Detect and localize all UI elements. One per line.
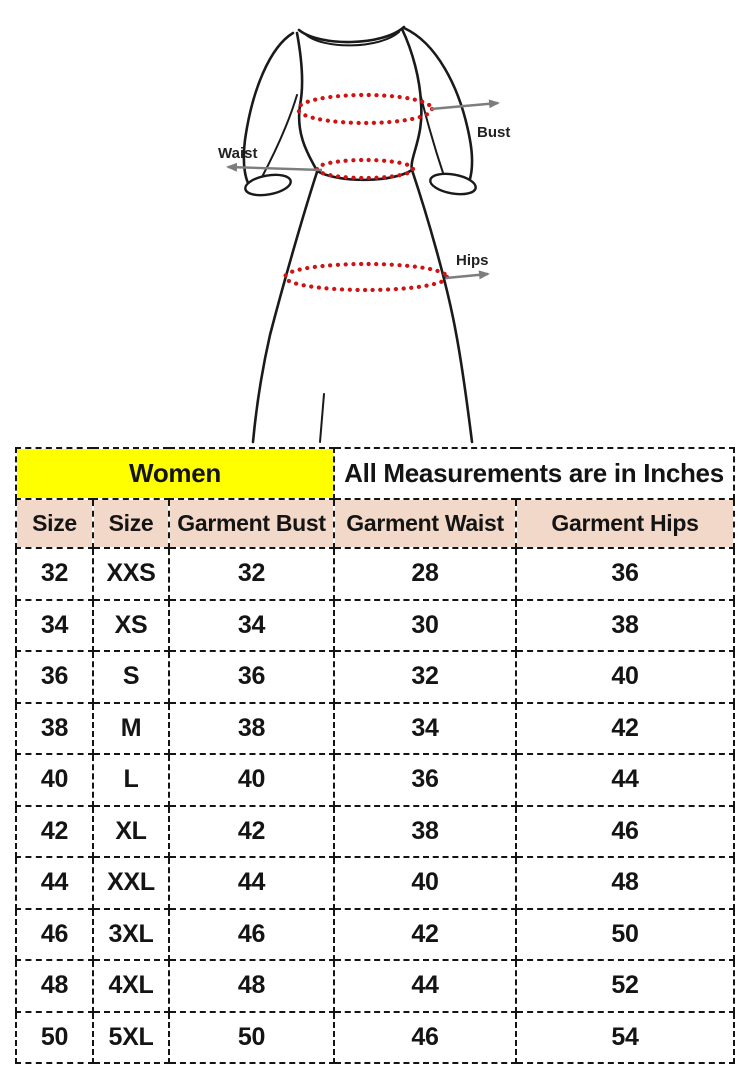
size-cell: 44: [334, 960, 516, 1012]
size-cell: 40: [334, 857, 516, 909]
dress-diagram-svg: [0, 0, 746, 447]
hips-label: Hips: [456, 252, 489, 269]
size-cell: XL: [93, 806, 169, 858]
size-cell: XXS: [93, 548, 169, 600]
dress-measurement-diagram: [0, 0, 746, 447]
table-row: [16, 651, 734, 703]
waist-measure-ellipse: [317, 160, 413, 178]
column-header-row: [16, 499, 734, 548]
size-cell: 40: [516, 651, 734, 703]
size-cell: 28: [334, 548, 516, 600]
size-cell: 5XL: [93, 1012, 169, 1064]
size-cell: 34: [169, 600, 334, 652]
bodice-right-outline: [402, 29, 421, 170]
hips-arrow: [446, 274, 488, 278]
left-sleeve-inner-line: [262, 95, 297, 177]
bust-arrow: [431, 103, 498, 109]
size-cell: M: [93, 703, 169, 755]
column-header-size-1: Size: [93, 499, 169, 548]
size-cell: 38: [169, 703, 334, 755]
size-cell: 36: [16, 651, 93, 703]
waist-arrow: [228, 167, 322, 170]
size-cell: 42: [516, 703, 734, 755]
table-row: [16, 1012, 734, 1064]
size-cell: 32: [169, 548, 334, 600]
size-cell: 44: [516, 754, 734, 806]
size-cell: 40: [16, 754, 93, 806]
table-row: [16, 754, 734, 806]
size-cell: 38: [516, 600, 734, 652]
size-cell: 42: [169, 806, 334, 858]
size-cell: 52: [516, 960, 734, 1012]
table-row: [16, 548, 734, 600]
size-cell: S: [93, 651, 169, 703]
size-cell: 46: [169, 909, 334, 961]
size-cell: 38: [16, 703, 93, 755]
size-cell: 50: [516, 909, 734, 961]
skirt-slit-line: [320, 394, 324, 442]
size-cell: 50: [169, 1012, 334, 1064]
units-header-cell: All Measurements are in Inches: [334, 448, 734, 499]
size-cell: 40: [169, 754, 334, 806]
size-cell: 36: [516, 548, 734, 600]
size-cell: 34: [334, 703, 516, 755]
size-cell: 32: [16, 548, 93, 600]
size-cell: 44: [169, 857, 334, 909]
size-cell: 4XL: [93, 960, 169, 1012]
size-cell: 42: [334, 909, 516, 961]
size-cell: 54: [516, 1012, 734, 1064]
table-row: [16, 960, 734, 1012]
size-cell: 46: [334, 1012, 516, 1064]
size-cell: 48: [16, 960, 93, 1012]
column-header-garment-hips-4: Garment Hips: [516, 499, 734, 548]
table-row: [16, 703, 734, 755]
size-cell: 34: [16, 600, 93, 652]
waist-label: Waist: [218, 145, 258, 162]
table-row: [16, 857, 734, 909]
column-header-size-0: Size: [16, 499, 93, 548]
group-header-row: [16, 448, 734, 499]
size-cell: XXL: [93, 857, 169, 909]
size-cell: 3XL: [93, 909, 169, 961]
size-cell: 48: [516, 857, 734, 909]
size-cell: 36: [334, 754, 516, 806]
hips-measure-ellipse: [285, 264, 447, 290]
size-cell: 44: [16, 857, 93, 909]
skirt-right-outline: [412, 170, 472, 442]
skirt-left-outline: [253, 172, 317, 442]
column-header-garment-waist-3: Garment Waist: [334, 499, 516, 548]
table-row: [16, 600, 734, 652]
size-cell: L: [93, 754, 169, 806]
size-cell: 46: [16, 909, 93, 961]
size-cell: 50: [16, 1012, 93, 1064]
size-cell: 46: [516, 806, 734, 858]
size-cell: 38: [334, 806, 516, 858]
size-cell: 32: [334, 651, 516, 703]
size-cell: 42: [16, 806, 93, 858]
size-table-body: [16, 548, 734, 1063]
column-header-garment-bust-2: Garment Bust: [169, 499, 334, 548]
table-row: [16, 806, 734, 858]
table-row: [16, 909, 734, 961]
left-cuff-ellipse: [244, 172, 293, 199]
bust-label: Bust: [477, 124, 511, 141]
size-cell: 36: [169, 651, 334, 703]
women-header-cell: Women: [16, 448, 334, 499]
bust-measure-ellipse: [298, 95, 432, 123]
size-cell: 48: [169, 960, 334, 1012]
size-cell: 30: [334, 600, 516, 652]
size-cell: XS: [93, 600, 169, 652]
size-chart-table: [15, 447, 735, 1064]
